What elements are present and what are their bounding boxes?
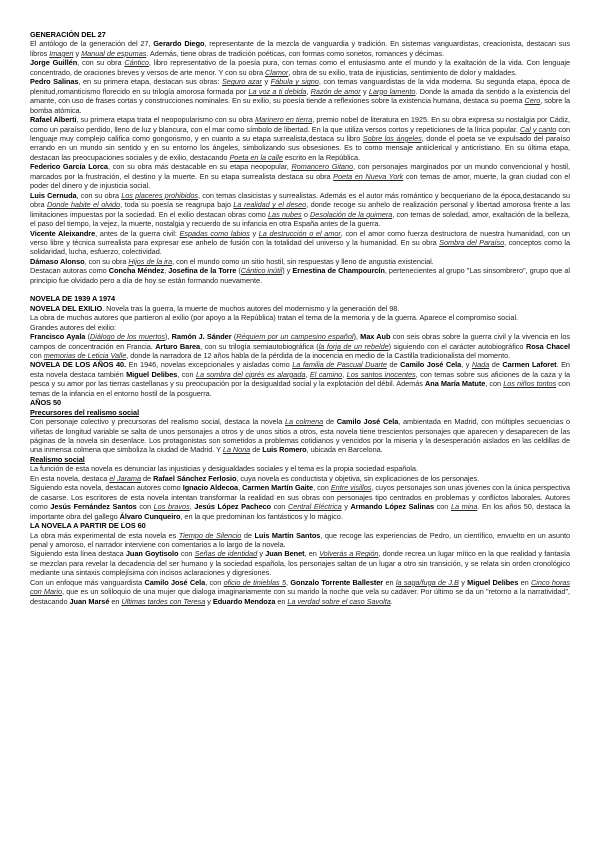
text-run: , con	[485, 379, 504, 389]
author-name: Eduardo Mendoza	[212, 596, 276, 606]
text-run: de	[489, 360, 503, 370]
text-run: y	[341, 502, 351, 512]
author-name: Camilo José Cela	[144, 577, 206, 587]
work-title: Volverás a Región	[319, 549, 379, 559]
author-name: Gerardo Diego	[153, 39, 205, 49]
text-run: , con su obra	[76, 190, 122, 200]
work-title: el Jarama	[109, 473, 142, 483]
author-name: Ernestina de Champourcín	[292, 266, 385, 276]
text-run: , con temas clasicistas y surrealistas. Además es el autor más romántico y becqueriano de la época,destacando su obra	[30, 190, 570, 210]
paragraph	[30, 474, 570, 483]
text-run: y	[257, 549, 266, 559]
work-title: La Noria	[222, 445, 251, 455]
work-title: Desolación de la quimera	[310, 209, 393, 219]
section-body	[30, 464, 570, 521]
author-name: Juan Marsé	[69, 596, 110, 606]
paragraph	[30, 304, 570, 313]
author-name: Juan Benet	[265, 549, 305, 559]
author-name: Carmen Martín Gaite	[242, 483, 314, 493]
paragraph	[30, 549, 570, 577]
section-novela-1939-1974	[30, 294, 570, 398]
work-title: Espadas como labios	[179, 228, 250, 238]
text-run: , con temas vanguardistas de la vida moderna. Su segunda etapa, época de plenitud,romanticismo florecido en su trilogía amorosa formada por	[30, 77, 570, 96]
work-title: Diálogo de los muertos	[90, 332, 165, 342]
work-title: La destrucción o el amor	[258, 228, 341, 238]
work-title: Sombra del Paraíso	[439, 237, 505, 247]
paragraph	[30, 257, 570, 266]
paragraph	[30, 464, 570, 473]
text-run: ) y	[282, 266, 293, 276]
text-run: , con	[205, 577, 224, 587]
text-run: de	[323, 417, 337, 427]
text-run: , obra de su exilio, trata de injusticias, sentimiento de dolor y maldades.	[288, 67, 517, 77]
work-title: Cántico	[124, 58, 149, 68]
work-title: Cal y canto	[519, 124, 557, 134]
text-run: , representante de la mezcla de vanguardia y tradición. En sistemas vanguardistas, creacionista, destacan sus libros	[30, 39, 571, 58]
work-title: Tiempo de Silencio	[178, 530, 242, 540]
text-run: , antes de la guerra civil:	[95, 228, 180, 238]
author-name: Ana María Matute	[425, 379, 486, 389]
text-run: y	[249, 228, 259, 238]
text-run: Grandes autores del exilio:	[30, 322, 117, 332]
text-run: , con temas de soledad, amor, exaltación de la belleza, el paso del tiempo, la vejez, la muerte, nostalgia y recuerdo de su infancia en otra España antes de la guerra.	[30, 209, 571, 229]
text-run: y	[458, 577, 468, 587]
text-run: , cuya novela es conductista y objetiva, sin explicaciones de los personajes.	[236, 473, 480, 483]
text-run: con	[30, 350, 44, 360]
section-generacion-27	[30, 30, 570, 285]
text-run: . Además, tiene obras de tradición poéticas, con formas como sonetos, romances y décimas.	[146, 48, 444, 58]
text-run: en	[109, 596, 122, 606]
author-name: Ramón J. Sánder	[171, 332, 232, 342]
text-run: , conceptos como la solidaridad, lucha, esfuerzo, colectividad.	[30, 237, 570, 257]
author-name: Luis Romero	[262, 445, 307, 455]
text-run: En 1946, novelas excepcionales y aisladas como	[126, 360, 293, 370]
author-name: Miguel Delibes	[467, 577, 519, 587]
work-title: Clamor	[265, 67, 289, 77]
text-run: de	[241, 530, 255, 540]
author-name: Vicente Aleixandre	[30, 228, 96, 238]
text-run: con seis obras sobre la guerra civil y la vivencia en los campos de concentración en Francia.	[30, 332, 570, 351]
text-run: con	[178, 549, 195, 559]
text-run: Con un enfoque más vanguardista	[30, 577, 145, 587]
text-run: con temas de la infancia en el entorno hostil de la posguerra.	[30, 379, 570, 398]
section-anos-50	[30, 398, 570, 521]
text-run: , en su primera etapa, destacan sus obras:	[78, 77, 222, 87]
text-run: Siguiendo esta línea destaca	[30, 549, 126, 559]
work-title: Los placeres prohibidos	[121, 190, 199, 200]
text-run: ,	[306, 86, 311, 96]
author-name: Camilo José Cela	[336, 417, 399, 427]
work-title: La voz a ti debida	[248, 86, 307, 96]
text-run: , en	[304, 549, 320, 559]
text-run: , ubicada en Barcelona.	[306, 445, 383, 455]
work-title: Central Eléctrica	[287, 502, 342, 512]
text-run: , pertenecientes al grupo "Las sinsombrero", grupo que al principio fue olvidado pero a día de hoy se están formando nuevamente.	[30, 266, 571, 285]
text-run: en	[518, 577, 532, 587]
author-name: Ignacio Aldecoa	[182, 483, 239, 493]
text-run: , premio nobel de literatura en 1925. En su obra expresa su nostalgia por Cádiz, como un paraíso perdido, lleno de luz y blancura, con el mar como símbolo de libertad. En la que utiliza versos cortos y repeticiones de la lírica popular.	[30, 115, 571, 134]
text-run: con	[136, 502, 154, 512]
work-title: Marinero en tierra	[255, 115, 313, 125]
work-title: Poeta en Nueva York	[333, 171, 404, 181]
work-title: Imagen	[49, 48, 74, 58]
work-title: Seguro azar	[221, 77, 262, 87]
section-body	[30, 417, 570, 455]
work-title: Cero	[524, 96, 541, 106]
paragraph	[30, 115, 570, 162]
text-run: ,	[238, 483, 243, 493]
work-title: Sobre los ángeles	[362, 133, 422, 143]
text-run: , con	[177, 369, 196, 379]
section-body	[30, 39, 570, 285]
text-run: , su primera etapa trata el neopopularismo con su obra	[76, 115, 256, 125]
author-name: Rafael Alberti	[30, 115, 77, 125]
section-title: GENERACIÓN DEL 27	[30, 30, 106, 39]
work-title: Largo lamento	[368, 86, 416, 96]
text-run: , donde recoge su anhelo de realización personal y libertad amorosa frente a las limitaciones impuestas por la sociedad. En el exilio destacan obras como	[30, 200, 570, 219]
work-title: La realidad y el deseo	[233, 200, 307, 210]
text-run: , con su obra	[84, 256, 129, 266]
text-run: La obra de muchos autores que partieron al exilio (por apoyo a la República) tratan el tema de la memoria y de la guerra. Aparece el compromiso social.	[30, 313, 519, 323]
author-name: Armando López Salinas	[350, 502, 434, 512]
text-run: , con temas sobre sus aficiones de la caza y la pesca y su amor por las tierras castellanas y su preocupación por la desigualdad social y la explotación del débil. Además	[30, 369, 571, 389]
text-run: , con su trilogía semiautobiográfica (	[200, 341, 319, 351]
work-title: El camino	[309, 369, 343, 379]
text-run: Siguiendo esta novela, destacan autores como	[30, 483, 183, 493]
text-run: ,	[189, 502, 195, 512]
text-run: La función de esta novela es denunciar las injusticias y desigualdades sociales y el tema es la propia sociedad española.	[30, 464, 418, 474]
work-title: La familia de Pascual Duarte	[292, 360, 387, 370]
author-name: Francisco Ayala	[30, 332, 86, 342]
text-run: Destacan autoras como	[30, 266, 109, 276]
author-name: Carmen Laforet	[502, 360, 557, 370]
work-title: Hijos de la ira	[128, 256, 173, 266]
author-name: Pedro Salinas	[30, 77, 79, 87]
text-run: ,	[305, 369, 310, 379]
section-title: LA NOVELA A PARTIR DE LOS 60	[30, 521, 146, 531]
text-run: , donde la narradora de 12 años habla de la pérdida de la inocencia en medio de la Castilla tradicionalista del momento.	[126, 350, 511, 360]
work-title: oficio de tinieblas 5	[223, 577, 287, 587]
paragraph	[30, 578, 570, 606]
text-run: y	[205, 596, 213, 606]
section-title: AÑOS 50	[30, 398, 62, 408]
work-title: Las nubes	[268, 209, 302, 219]
text-run: con temas de amor, muerte, la gran ciudad con el poder del dinero y de injusticia social.	[30, 171, 570, 191]
author-name: Álvaro Cunqueiro	[119, 511, 181, 521]
work-title: memorias de Leticia Valle	[43, 350, 127, 360]
text-run: (	[85, 332, 91, 342]
paragraph	[30, 531, 570, 550]
section-body	[30, 304, 570, 399]
work-title: la saga/fuga de J.B	[395, 577, 459, 587]
work-title: Nada	[471, 360, 490, 370]
author-name: NOVELA DEL EXILIO	[30, 303, 103, 313]
work-title: Romancero Gitano	[291, 162, 354, 172]
paragraph	[30, 332, 570, 360]
author-name: Jesús Fernández Santos	[50, 502, 137, 512]
text-run: . En los años 50, destaca la importante obra del gallego	[30, 502, 571, 521]
author-name: NOVELA DE LOS AÑOS 40.	[30, 360, 127, 370]
author-name: Gonzalo Torrente Ballester	[290, 577, 384, 587]
work-title: Donde habite el olvido	[47, 200, 121, 210]
text-run: ),	[353, 332, 361, 342]
author-name: Luis Martín Santos	[254, 530, 321, 540]
text-run: de	[141, 473, 154, 483]
paragraph	[30, 266, 570, 285]
text-run: , en la que predominan los fantásticos y lo mágico.	[180, 511, 343, 521]
text-run: , con el amor como fuerza destructora de nuestra humanidad, con un verso libre y técnica surrealista para expresar ese anhelo de fusión con la totalidad del universo y la humanidad. En su obra	[30, 228, 571, 247]
text-run: . Novela tras la guerra, la muerte de muchos autores del modernismo y la generación del 98.	[102, 303, 400, 313]
text-run: ,	[342, 369, 347, 379]
text-run: . En esta novela destaca también	[30, 360, 570, 379]
paragraph	[30, 313, 570, 322]
text-run: El antólogo de la generación del 27,	[30, 39, 154, 49]
text-run: en	[275, 596, 288, 606]
author-name: Jorge Guillén	[30, 58, 78, 68]
text-run: en	[383, 577, 396, 587]
text-run: , ambientada en Madrid, con múltiples secuencias o viñetas de longitud variable se salta de unos personajes a otros y de unos sitios a otros, esta novela tiene trescientos personajes que aparecen y desaparecen de las páginas de la novela sin desenlace. Los protagonistas son sometidos a problemas cotidianos y vencidos por la miseria y la desesperación aislados en las celdillas de una inmensa colmena que simboliza la ciudad de Madrid. Y	[30, 417, 570, 455]
author-name: Juan Goytisolo	[125, 549, 179, 559]
work-title: Razón de amor	[310, 86, 361, 96]
work-title: Los niños tontos	[503, 379, 557, 389]
subsection-title: Realismo social	[30, 454, 85, 464]
subsection-title: Precursores del realismo social	[30, 407, 140, 417]
text-run: y	[360, 86, 369, 96]
work-title: Los santos inocentes	[346, 369, 416, 379]
author-name: Federico García Lorca	[30, 162, 108, 172]
paragraph	[30, 191, 570, 229]
work-title: Últimas tardes con Teresa	[121, 596, 206, 606]
text-run: , cuyos personajes son unas jóvenes con la única perspectiva de casarse. Los escritores de esta novela intentan transformar la realidad en sus obras con personajes tipo centrados en problemas y conflictos laborales. Autores como	[30, 483, 571, 512]
work-title: la forja de un rebelde	[318, 341, 389, 351]
paragraph	[30, 483, 570, 521]
author-name: Concha Méndez	[108, 266, 165, 276]
author-name: Josefina de la Torre	[168, 266, 237, 276]
text-run: , donde el poeta se ve expulsado del paraíso errando en un mundo sin sentido y en su entorno los ángeles, simbolizando sus obsesiones. Es to como mensaje antiiclerical y anticristiano. En su última etapa, destacan las preocupaciones sociales y de exilio, destacando	[30, 133, 570, 162]
paragraph	[30, 162, 570, 190]
text-run: . Donde la amada da sentido a la existencia del amante, con uso de frases cortas y construcciones nominales. En su exilio, su poesía tiende a reflexiones sobre la existencia humana, destaca su poema	[30, 86, 570, 106]
author-name: Miguel Delibes	[126, 369, 178, 379]
work-title: Señas de identidad	[194, 549, 258, 559]
author-name: Max Aub	[360, 332, 391, 342]
author-name: Rosa Chacel	[525, 341, 570, 351]
work-title: La sombra del ciprés es alargada	[195, 369, 306, 379]
text-run: ),	[164, 332, 172, 342]
text-run: , que es un soliloquio de una mujer que dialoga imaginariamente con su marido la noche que vela su cadáver. Por último se da un "retorno a la narratividad", destacando	[30, 587, 570, 606]
work-title: Manual de espumas	[81, 48, 147, 58]
section-novela-60	[30, 521, 570, 606]
author-name: Arturo Barea	[155, 341, 201, 351]
text-run: La obra más experimental de esta novela es	[30, 530, 179, 540]
text-run: con	[270, 502, 288, 512]
text-run: ,	[286, 577, 291, 587]
author-name: Rafael Sánchez Ferlosio	[153, 473, 237, 483]
text-run: o	[301, 209, 311, 219]
work-title: Cántico inútil	[240, 266, 283, 276]
text-run: (	[236, 266, 241, 276]
text-run: ,	[164, 266, 169, 276]
paragraph	[30, 39, 570, 58]
work-title: Los bravos	[153, 502, 190, 512]
text-run: En esta novela, destaca	[30, 473, 110, 483]
paragraph	[30, 229, 570, 257]
text-run: de	[250, 445, 263, 455]
section-body	[30, 531, 570, 607]
text-run: y	[73, 48, 82, 58]
author-name: Dámaso Alonso	[30, 256, 85, 266]
section-title: NOVELA DE 1939 A 1974	[30, 294, 116, 304]
text-run: ) siguiendo con el carácter autobiográfico	[388, 341, 526, 351]
author-name: Jesús López Pacheco	[194, 502, 271, 512]
author-name: Luis Cernuda	[30, 190, 77, 200]
text-run: , con el mundo como un sitio hostil, sin respuestas y lleno de angustia existencial.	[172, 256, 434, 266]
work-title: Réquiem por un campesino español	[236, 332, 354, 342]
text-run: , sobre la bomba atómica.	[30, 96, 570, 115]
text-run: escrito en la República.	[282, 152, 361, 162]
work-title: Fábula y signo	[270, 77, 319, 87]
paragraph	[30, 323, 570, 332]
paragraph	[30, 77, 570, 115]
work-title: Cinco horas con Mario	[30, 577, 571, 597]
text-run: , con su obra	[77, 58, 125, 68]
text-run: , con personajes marginados por un mundo convencional y hostil, marcados por la frustración, el destino y la muerte. En su etapa surrealista destaca su obra	[30, 162, 570, 181]
text-run: (	[231, 332, 237, 342]
text-run: con	[433, 502, 451, 512]
text-run: , toda su poesía se reagrupa bajo	[120, 200, 234, 210]
work-title: Poeta en la calle	[229, 152, 283, 162]
work-title: Entre visillos	[330, 483, 372, 493]
text-run: , libro representativo de la poesía pura, con temas como el entusiasmo ante el mundo y la exaltación de la vida. Con lenguaje concentrado, de oraciones breves y versos de arte menor. Y con su obra	[30, 58, 571, 77]
author-name: Camilo José Cela	[400, 360, 462, 370]
text-run: Con personaje colectivo y precursoras del realismo social, destaca la novela	[30, 417, 285, 427]
paragraph	[30, 360, 570, 398]
work-title: La mina	[450, 502, 478, 512]
work-title: La colmena	[284, 417, 324, 427]
text-run: de	[386, 360, 401, 370]
text-run: , que recoge las experiencias de Pedro, un científico, envuelto en un asunto penal y amoroso, el narrador interviene con comentarios a lo largo de la novela.	[30, 530, 570, 550]
text-run: , donde recrea un lugar mítico en la que realidad y fantasía se mezclan para revelar la decadencia del ser humano y la sociedad española, los personajes saltan de un lugar a otro sin transición, y se relata sin orden cronológico mediante una sintaxis complejísima con incisos aclaraciones y digresiones.	[30, 549, 571, 578]
text-run: y	[261, 77, 271, 87]
work-title: La verdad sobre el caso Savolta	[287, 596, 391, 606]
text-run: .	[390, 596, 393, 606]
text-run: , con	[313, 483, 331, 493]
text-run: , con su obra más destacable en su etapa neopopular,	[107, 162, 292, 172]
text-run: , y	[461, 360, 472, 370]
paragraph	[30, 417, 570, 455]
paragraph	[30, 58, 570, 77]
text-run: con lenguaje muy complejo califica como gongorismo, y en cuanto a su etapa surrealista,destaca su libro	[30, 124, 571, 143]
